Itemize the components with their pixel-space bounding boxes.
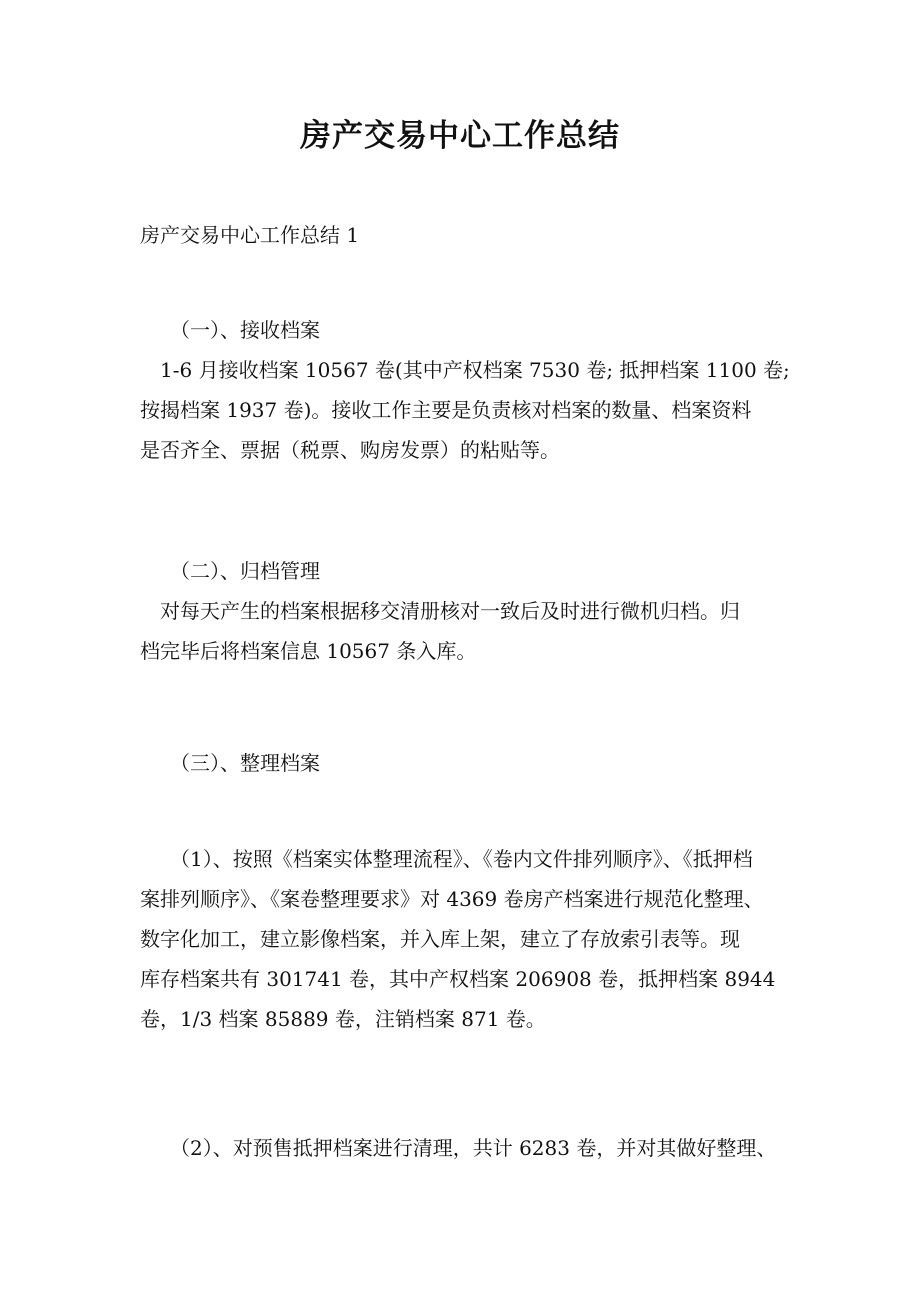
- section-item-2: [140, 1128, 785, 1168]
- section-paragraph: [140, 591, 785, 671]
- paragraph-line: 库存档案共有 301741 卷，其中产权档案 206908 卷，抵押档案 8944: [140, 967, 776, 991]
- section-heading: （三）、整理档案: [170, 751, 320, 775]
- section-heading: （二）、归档管理: [170, 559, 320, 583]
- section-item-1: [140, 839, 785, 1039]
- paragraph-line: 档完毕后将档案信息 10567 条入库。: [140, 639, 477, 663]
- section-paragraph: [140, 1128, 785, 1168]
- paragraph-line: 1-6 月接收档案 10567 卷(其中产权档案 7530 卷; 抵押档案 1100 卷;: [160, 358, 790, 382]
- paragraph-line: （1）、按照《档案实体整理流程》、《卷内文件排列顺序》、《抵押档: [170, 847, 753, 871]
- paragraph-line: 是否齐全、票据（税票、购房发票）的粘贴等。: [140, 438, 560, 462]
- section-filing-management: [140, 551, 785, 671]
- section-receive-archives: [140, 310, 790, 470]
- paragraph-line: 案排列顺序》、《案卷整理要求》对 4369 卷房产档案进行规范化整理、: [140, 887, 764, 911]
- section-organize-archives: [140, 743, 785, 783]
- section-paragraph: [140, 350, 790, 470]
- section-paragraph: [140, 839, 785, 1039]
- paragraph-line: 按揭档案 1937 卷)。接收工作主要是负责核对档案的数量、档案资料: [140, 398, 752, 422]
- paragraph-line: 卷，1/3 档案 85889 卷，注销档案 871 卷。: [140, 1007, 546, 1031]
- section-heading: （一）、接收档案: [170, 318, 320, 342]
- document-title: 房产交易中心工作总结: [300, 118, 620, 154]
- document-subtitle: 房产交易中心工作总结 1: [140, 223, 360, 247]
- paragraph-line: 数字化加工，建立影像档案，并入库上架，建立了存放索引表等。现: [140, 927, 740, 951]
- paragraph-line: 对每天产生的档案根据移交清册核对一致后及时进行微机归档。归: [160, 599, 740, 623]
- paragraph-line: （2）、对预售抵押档案进行清理，共计 6283 卷，并对其做好整理、: [170, 1136, 777, 1160]
